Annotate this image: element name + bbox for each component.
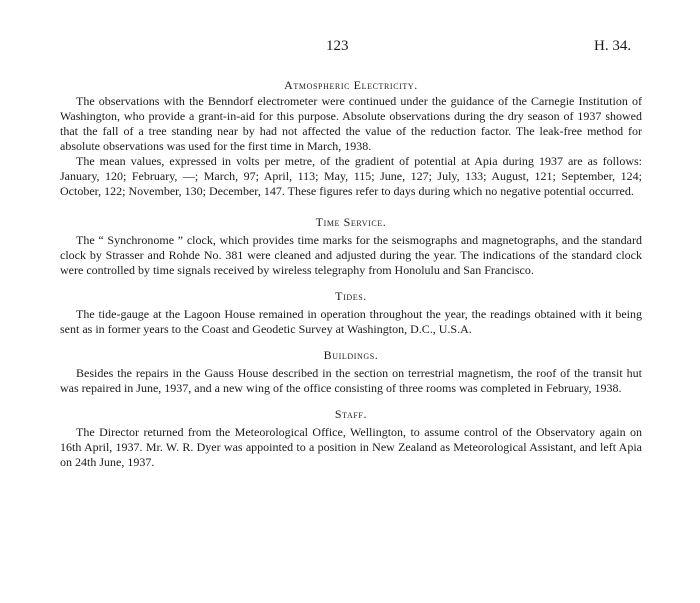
paragraph: The “ Synchronome ” clock, which provides time marks for the seismographs and magnetographs, and the standard clock by Strasser and Rohde No. 381 were cleaned and adjusted during the year. The indications of the standard clock were controlled by time signals received by wireless telegraphy from Honolulu and San Francisco. [60, 233, 642, 277]
section-heading: Staff. [334, 407, 368, 421]
page-reference: H. 34. [594, 38, 632, 54]
section-heading: Time Service. [315, 215, 387, 229]
section-heading: Atmospheric Electricity. [284, 78, 418, 92]
paragraph: Besides the repairs in the Gauss House described in the section on terrestrial magnetism, the roof of the transit hut was repaired in June, 1937, and a new wing of the office consisting of three rooms was completed in February, 1938. [60, 366, 642, 395]
page-content [60, 76, 642, 470]
section-staff [60, 405, 642, 470]
paragraph: The Director returned from the Meteorological Office, Wellington, to assume control of the Observatory again on 16th April, 1937. Mr. W. R. Dyer was appointed to a position in New Zealand as Meteorological Assistant, and left Apia on 24th June, 1937. [60, 425, 642, 469]
section-buildings [60, 346, 642, 396]
section-tides [60, 287, 642, 337]
paragraph: The mean values, expressed in volts per metre, of the gradient of potential at Apia during 1937 are as follows: January, 120; February, —; March, 97; April, 113; May, 115; June, 127; July, 133; August, 121; September, 124; October, 122; November, 130; December, 147. These figures refer to days during which no negative potential occurred. [60, 154, 642, 198]
page-number: 123 [326, 38, 349, 54]
section-heading: Tides. [335, 289, 367, 303]
paragraph: The tide-gauge at the Lagoon House remained in operation throughout the year, the readings obtained with it being sent as in former years to the Coast and Geodetic Survey at Washington, D.C., U.S.A. [60, 307, 642, 336]
section-atmospheric-electricity [60, 76, 642, 199]
section-time-service [60, 213, 642, 278]
paragraph: The observations with the Benndorf electrometer were continued under the guidance of the Carnegie Institution of Washington, who provide a grant-in-aid for this purpose. Absolute observations during the dry season of 1937 showed that the fall of a tree standing near by had not affected the value of the reduction factor. The leak-free method for absolute observations was used for the first time in March, 1938. [60, 94, 642, 153]
page-header [0, 38, 700, 58]
section-heading: Buildings. [323, 348, 379, 362]
